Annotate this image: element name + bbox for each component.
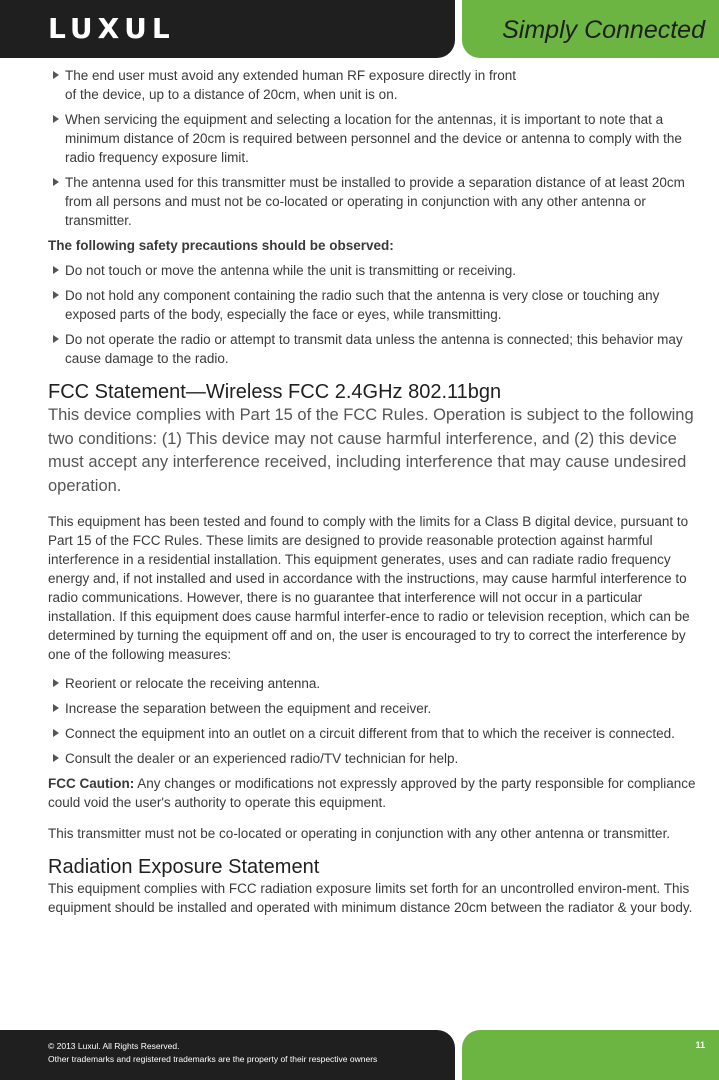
list-item: When servicing the equipment and selecting a location for the antennas, it is important to note that a minimum distance of 20cm is required between personnel and the device or antenna to comply with the radio frequency exposure limit. bbox=[48, 110, 702, 167]
list-item: Consult the dealer or an experienced radio/TV technician for help. bbox=[48, 749, 702, 768]
list-item: Do not hold any component containing the radio such that the antenna is very close or touching any exposed parts of the body, especially the face or eyes, while transmitting. bbox=[48, 286, 702, 324]
colocation-paragraph: This transmitter must not be co-located or operating in conjunction with any other antenna or transmitter. bbox=[48, 826, 671, 841]
footer-legal bbox=[48, 1040, 377, 1066]
header-bar bbox=[0, 0, 455, 58]
safety-bullet-list bbox=[48, 261, 702, 368]
fcc-measures-list bbox=[48, 674, 702, 768]
fcc-caution-label: FCC Caution: bbox=[48, 776, 135, 791]
footer-bar bbox=[0, 1030, 455, 1080]
radiation-exposure-text: This equipment complies with FCC radiation exposure limits set forth for an uncontrolled environ-ment. This equipment should be installed and operated with minimum distance 20cm between the radiator & your body. bbox=[48, 881, 693, 915]
copyright-text: © 2013 Luxul. All Rights Reserved. bbox=[48, 1041, 180, 1051]
fcc-lead-paragraph: This device complies with Part 15 of the FCC Rules. Operation is subject to the following two conditions: (1) This device may not cause harmful interference, and (2) this device must accept any interference received, including interference that may cause undesired operation. bbox=[48, 406, 694, 495]
footer-page-bar bbox=[462, 1030, 719, 1080]
safety-heading: The following safety precautions should be observed: bbox=[48, 238, 394, 253]
page-number: 11 bbox=[695, 1040, 705, 1050]
luxul-logo: LUXUL bbox=[48, 12, 175, 45]
tagline-bar bbox=[462, 0, 719, 58]
list-item-text: The end user must avoid any extended human RF exposure directly in front bbox=[65, 68, 516, 83]
trademark-text: Other trademarks and registered trademarks are the property of their respective owners bbox=[48, 1054, 378, 1064]
fcc-statement-title: FCC Statement—Wireless FCC 2.4GHz 802.11bgn bbox=[48, 381, 502, 403]
list-item-text: of the device, up to a distance of 20cm, when unit is on. bbox=[65, 87, 398, 102]
list-item bbox=[48, 66, 702, 104]
list-item: Connect the equipment into an outlet on a circuit different from that to which the receiver is connected. bbox=[48, 724, 702, 743]
fcc-caution bbox=[48, 774, 702, 812]
page-content bbox=[48, 66, 702, 929]
list-item: Increase the separation between the equipment and receiver. bbox=[48, 699, 702, 718]
exposure-bullet-list bbox=[48, 66, 702, 230]
fcc-body-paragraph: This equipment has been tested and found to comply with the limits for a Class B digital device, pursuant to Part 15 of the FCC Rules. These limits are designed to provide reasonable protection against harmful interference in a residential installation. This equipment generates, uses and can radiate radio frequency energy and, if not installed and used in accordance with the instructions, may cause harmful interference to radio communications. However, there is no guarantee that interference will not occur in a particular installation. If this equipment does cause harmful interfer-ence to radio or television reception, which can be determined by turning the equipment off and on, the user is encouraged to try to correct the interference by one of the following measures: bbox=[48, 514, 690, 662]
list-item: Reorient or relocate the receiving antenna. bbox=[48, 674, 702, 693]
radiation-exposure-title: Radiation Exposure Statement bbox=[48, 856, 320, 878]
fcc-caution-text: Any changes or modifications not expressly approved by the party responsible for compliance could void the user's authority to operate this equipment. bbox=[48, 776, 696, 810]
list-item: Do not operate the radio or attempt to transmit data unless the antenna is connected; this behavior may cause damage to the radio. bbox=[48, 330, 702, 368]
list-item: The antenna used for this transmitter must be installed to provide a separation distance of at least 20cm from all persons and must not be co-located or operating in conjunction with any other antenna or transmitter. bbox=[48, 173, 702, 230]
list-item: Do not touch or move the antenna while the unit is transmitting or receiving. bbox=[48, 261, 702, 280]
tagline: Simply Connected bbox=[502, 16, 705, 44]
